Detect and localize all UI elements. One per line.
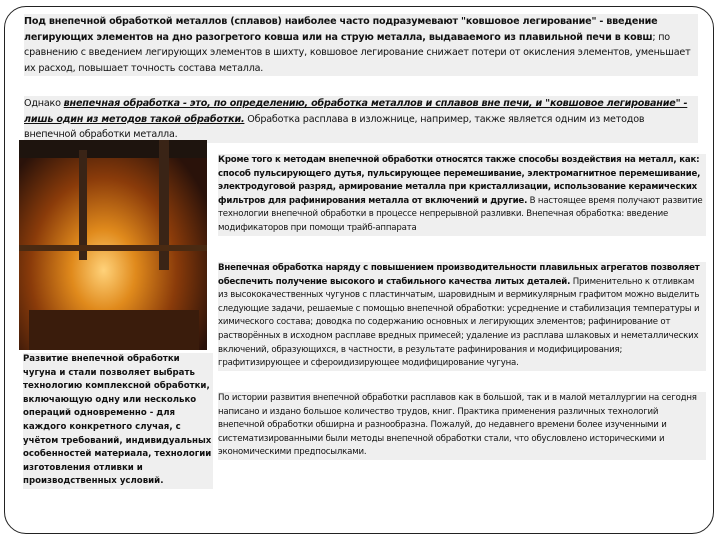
history-paragraph: По истории развития внепечной обработки расплавов как в большой, так и в малой металлургии на сегодня написано и издано большое количество трудов, книг. Практика применения различных технологий внепечной обработки обширна и разнообразна. Пожалуй, до недавнего времени более изученными и систематизированными были методы внепечной обработки стали, что обусловлено историческими и экономическими предпосылками.	[218, 392, 706, 460]
methods-bold: Кроме того к методам внепечной обработки относятся также способы воздействия на металл, как: способ пульсирующего дутья, пульсирующее перемешивание, электромагнитное перемешивание, электродуговой разряд, армирование металла при кристаллизации, использование керамических фильтров для рафинирования металла от включений и другие.	[218, 155, 701, 206]
methods-paragraph	[218, 154, 706, 236]
methods-normal: В настоящее время получают развитие технологии внепечной обработки в процессе непрерывной разливки. Внепечная обработка: введение модификаторов при помощи трайб-аппарата	[218, 195, 703, 233]
intro-paragraph	[24, 14, 698, 76]
photo-caption: Развитие внепечной обработки чугуна и стали позволяет выбрать технологию комплексной обработки, включающую одну или несколько операций одновременно - для каждого конкретного случая, с учётом требований, индивидуальных особенностей материала, технологии изготовления отливки и производственных условий.	[23, 353, 213, 489]
definition-lead: Однако	[24, 98, 64, 109]
steel-plant-photo	[19, 140, 207, 350]
quality-bold: Внепечная обработка наряду с повышением производительности плавильных агрегатов позволяет обеспечить получение высокого и стабильного качества литых деталей.	[218, 263, 700, 287]
definition-paragraph	[24, 96, 698, 143]
intro-normal: ; по сравнению с введением легирующих элементов в шихту, ковшовое легирование снижает потери от окисления элементов, уменьшает их расход, повышает точность состава металла.	[24, 31, 691, 74]
quality-paragraph	[218, 262, 706, 371]
intro-bold: Под внепечной обработкой металлов (сплавов) наиболее часто подразумевают "ковшовое легирование" - введение легирующих элементов на дно разогретого ковша или на струю металла, выдаваемого из плавильной печи в ковш	[24, 16, 658, 43]
definition-emphasis: внепечная обработка - это, по определению, обработка металлов и сплавов вне печи, и "ковшовое легирование" - лишь один из методов такой обработки.	[24, 98, 688, 125]
definition-rest: Обработка расплава в изложнице, например, также является одним из методов внепечной обработки металла.	[24, 113, 645, 140]
quality-normal: Применительно к отливкам из высококачественных чугунов с пластинчатым, шаровидным и вермикулярным графитом можно выделить следующие задачи, решаемые с помощью внепечной обработки: усреднение и стабилизация температуры и химического состава; доводка по содержанию основных и легирующих элементов; рафинирование от растворённых в исходном расплаве вредных примесей; удаление из расплава шлаковых и неметаллических включений, образующихся, в частности, в результате рафинирования и модифицирования; графитизирующее и сфероидизирующее модифицирование чугуна.	[218, 276, 700, 369]
